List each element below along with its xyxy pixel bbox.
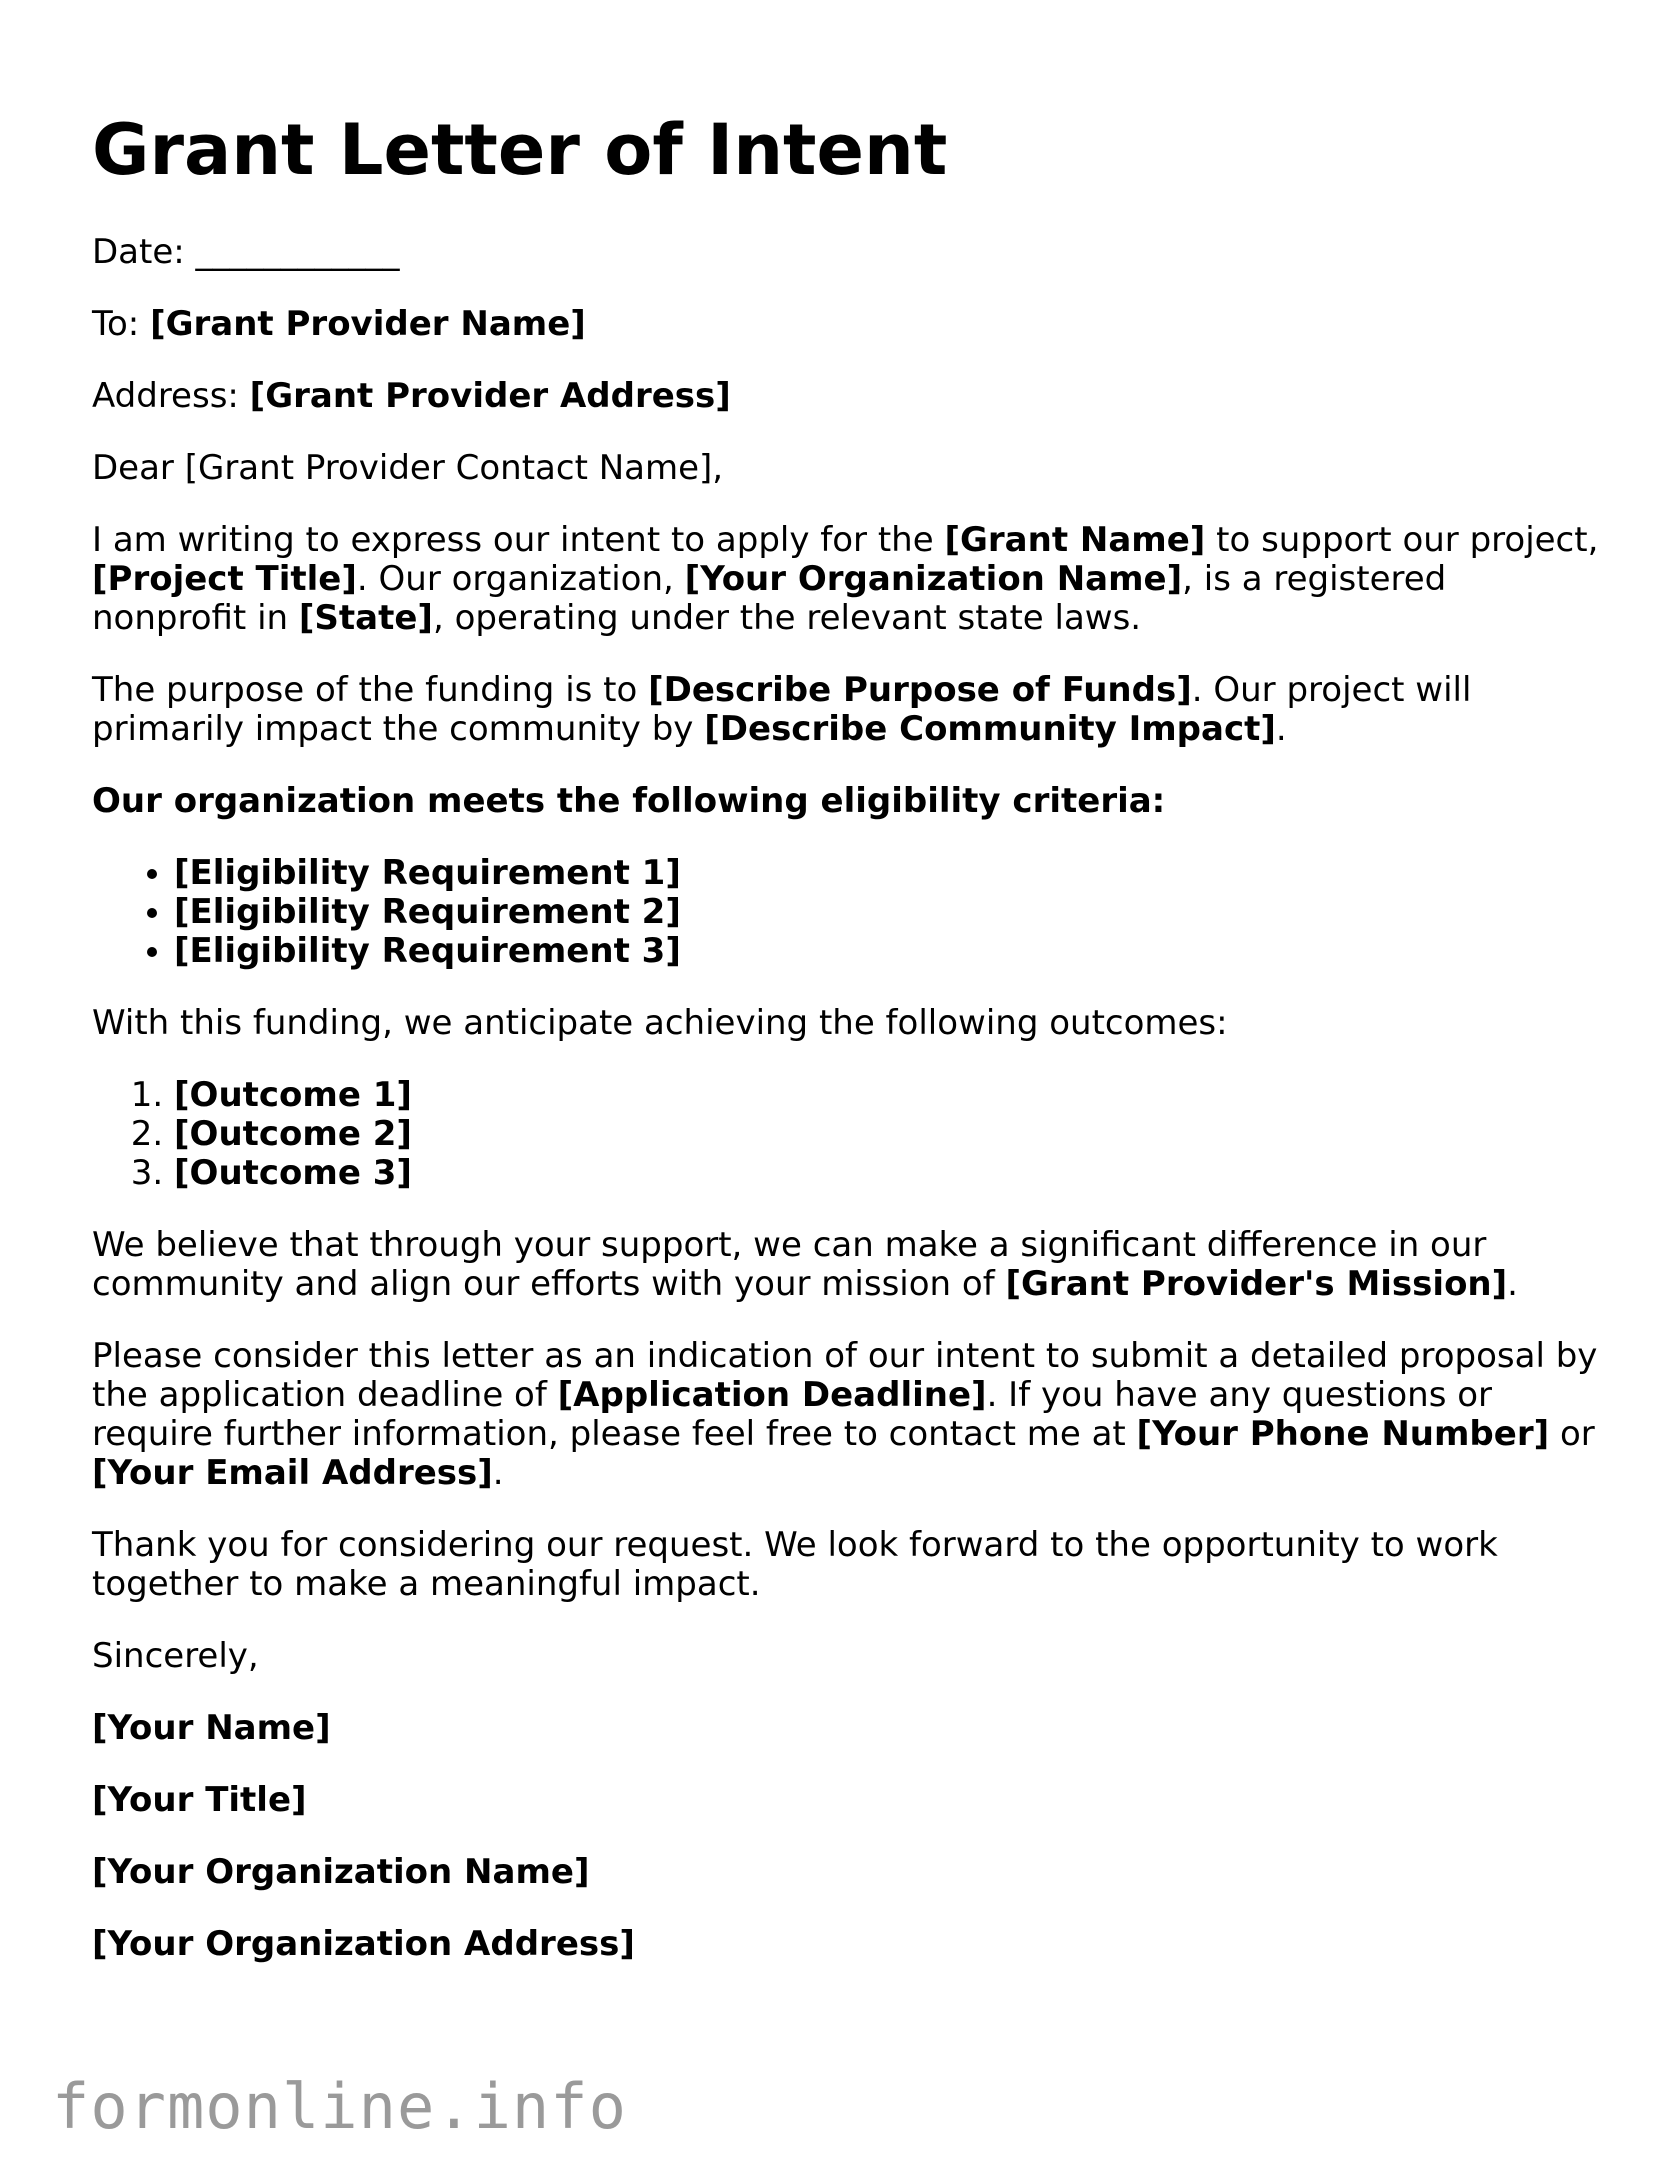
purpose-text-2: . Our project will primarily impact the community by (92, 670, 1472, 749)
signature-name-text: [Your Name] (92, 1708, 331, 1748)
signature-org-address (92, 1925, 1602, 1964)
mission-placeholder: [Grant Provider's Mission] (1005, 1264, 1508, 1304)
outcomes-list (92, 1076, 1602, 1193)
deadline-placeholder: [Application Deadline] (557, 1375, 987, 1415)
purpose-paragraph (92, 671, 1602, 749)
intro-text-3: . Our organization, (356, 559, 674, 599)
intro-paragraph (92, 521, 1602, 638)
purpose-text-1: The purpose of the funding is to (92, 670, 638, 710)
deadline-text-2: . If you have any questions or require further information, please feel free to contact me at (92, 1375, 1492, 1454)
mission-paragraph (92, 1226, 1602, 1304)
letter-page (92, 109, 1602, 1997)
salutation: Dear [Grant Provider Contact Name], (92, 448, 724, 488)
purpose-text-3: . (1275, 709, 1287, 749)
organization-name-placeholder: [Your Organization Name] (684, 559, 1183, 599)
list-item: 2. [Outcome 2] (174, 1115, 1602, 1154)
deadline-text-1: Please consider this letter as an indication of our intent to submit a detailed proposal by the application deadline of (92, 1336, 1598, 1415)
list-item: 1. [Outcome 1] (174, 1076, 1602, 1115)
thanks-paragraph: Thank you for considering our request. We look forward to the opportunity to work together to make a meaningful impact. (92, 1525, 1498, 1604)
intro-text-5: , operating under the relevant state laws. (432, 598, 1142, 638)
closing: Sincerely, (92, 1636, 259, 1676)
list-item: • [Eligibility Requirement 3] (174, 932, 1602, 971)
eligibility-heading (92, 782, 1602, 821)
to-label: To: (92, 304, 140, 344)
community-impact-placeholder: [Describe Community Impact] (704, 709, 1276, 749)
date-label: Date: (92, 232, 185, 272)
signature-org-name (92, 1853, 1602, 1892)
deadline-paragraph (92, 1337, 1602, 1493)
signature-title (92, 1781, 1602, 1820)
mission-text-1: We believe that through your support, we can make a significant difference in our community and align our efforts with your mission of (92, 1225, 1487, 1304)
eligibility-list (92, 854, 1602, 971)
deadline-text-4: . (492, 1453, 504, 1493)
address-label: Address: (92, 376, 239, 416)
watermark: formonline.info (52, 2070, 627, 2143)
signature-org-name-text: [Your Organization Name] (92, 1852, 590, 1892)
intro-text-1: I am writing to express our intent to apply for the (92, 520, 934, 560)
address-line (92, 377, 1602, 416)
page-title: Grant Letter of Intent (92, 109, 948, 191)
eligibility-heading-text: Our organization meets the following eligibility criteria: (92, 781, 1166, 821)
list-item: • [Eligibility Requirement 2] (174, 893, 1602, 932)
date-line (92, 233, 1602, 272)
intro-text-4: , is a registered nonprofit in (92, 559, 1447, 638)
date-blank: ____________ (195, 232, 400, 272)
to-value: [Grant Provider Name] (150, 304, 586, 344)
list-item: 3. [Outcome 3] (174, 1154, 1602, 1193)
address-value: [Grant Provider Address] (249, 376, 731, 416)
state-placeholder: [State] (298, 598, 433, 638)
signature-title-text: [Your Title] (92, 1780, 307, 1820)
deadline-text-3: or (1559, 1414, 1595, 1454)
signature-name (92, 1709, 1602, 1748)
project-title-placeholder: [Project Title] (92, 559, 357, 599)
intro-text-2: to support our project, (1216, 520, 1599, 560)
signature-org-address-text: [Your Organization Address] (92, 1924, 635, 1964)
grant-name-placeholder: [Grant Name] (944, 520, 1206, 560)
mission-text-2: . (1507, 1264, 1518, 1304)
phone-placeholder: [Your Phone Number] (1136, 1414, 1550, 1454)
to-line (92, 305, 1602, 344)
outcomes-intro: With this funding, we anticipate achieving the following outcomes: (92, 1003, 1228, 1043)
purpose-placeholder: [Describe Purpose of Funds] (648, 670, 1192, 710)
list-item: • [Eligibility Requirement 1] (174, 854, 1602, 893)
email-placeholder: [Your Email Address] (92, 1453, 493, 1493)
